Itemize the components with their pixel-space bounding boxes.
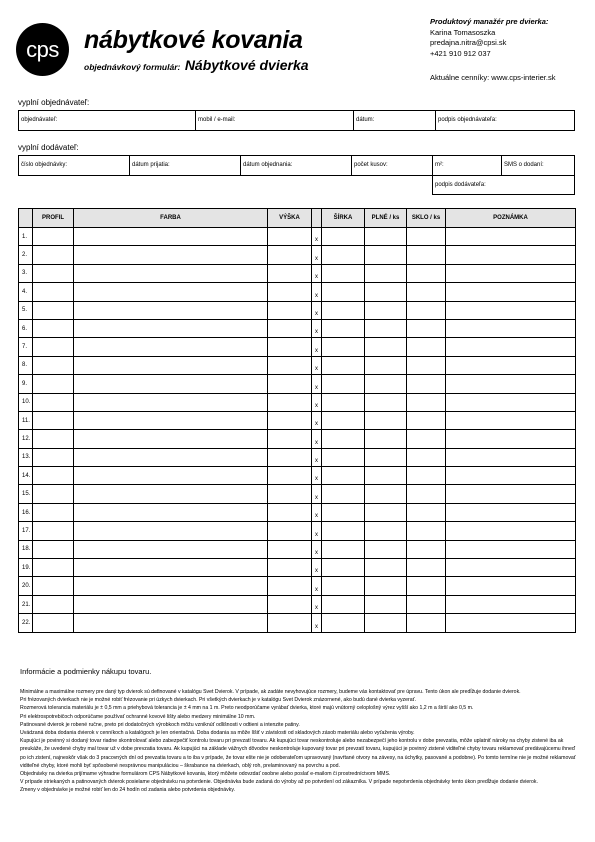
solid-pcs-cell[interactable]: [365, 614, 407, 632]
height-cell[interactable]: [268, 319, 312, 337]
solid-pcs-cell[interactable]: [365, 393, 407, 411]
height-cell[interactable]: [268, 393, 312, 411]
note-cell[interactable]: [446, 283, 576, 301]
color-cell[interactable]: [74, 448, 268, 466]
x-mark: x: [312, 411, 322, 429]
height-cell[interactable]: [268, 246, 312, 264]
glass-pcs-cell[interactable]: [407, 338, 446, 356]
height-cell[interactable]: [268, 467, 312, 485]
width-cell[interactable]: [322, 246, 365, 264]
glass-pcs-cell[interactable]: [407, 614, 446, 632]
solid-pcs-cell[interactable]: [365, 485, 407, 503]
solid-pcs-cell[interactable]: [365, 503, 407, 521]
info-paragraph: Pri elektrospotrebičoch odporúčame používať ochranné kovové lišty alebo medzery minimálne 10 mm.: [20, 713, 256, 720]
row-number: 14.: [19, 467, 33, 485]
info-paragraph: Kupujúci je povinný si dodaný tovar riadne skontrolovať alebo zabezpečiť kontrolu tovaru pri prevzatí tovaru. Ak kupujúci tovar neskontroluje alebo nezabezpečí jeho kontrolu v dobe prevzatia, môže uplatniť nároky na chyby zistené iba ak preukáže, že uvedené chyby mal tovar už v dobe prevzatia tovaru. Ak kupujúci na základe vážnych dôvodov neskontroluje kupovaný tovar pri prevzatí tovaru, kupujúci je povinný zistené viditeľné chyby tovaru reklamovať predávajúcemu ihneď po ich zistení, najneskôr však do 3 pracovných dní od prevzatia tovaru a to iba v prípade, že tovar ešte nie je odoberateľom upravovaný (navŕtané otvory na závesy, na úchytky, pasované a podobne). Po tomto termíne nie je možné reklamovať viditeľné chyby, ktoré mohli byť spôsobené nesprávnou manipuláciou – škrabance na dvierkach, oblý roh, prelaminovaný na povrchu a pod.: [20, 738, 576, 769]
glass-pcs-cell[interactable]: [407, 467, 446, 485]
header-note: POZNÁMKA: [446, 209, 576, 228]
table-row: [19, 577, 576, 595]
color-cell[interactable]: [74, 356, 268, 374]
x-mark: x: [312, 319, 322, 337]
row-number: 13.: [19, 448, 33, 466]
table-row: [19, 485, 576, 503]
supplier-signature-field[interactable]: podpis dodávateľa:: [432, 175, 575, 195]
square-meters-field[interactable]: m²:: [432, 155, 502, 176]
table-row: [19, 338, 576, 356]
header-color: FARBA: [74, 209, 268, 228]
color-cell[interactable]: [74, 319, 268, 337]
x-mark: x: [312, 522, 322, 540]
x-mark: x: [312, 301, 322, 319]
height-cell[interactable]: [268, 540, 312, 558]
header-width: ŠÍRKA: [322, 209, 365, 228]
note-cell[interactable]: [446, 411, 576, 429]
glass-pcs-cell[interactable]: [407, 411, 446, 429]
width-cell[interactable]: [322, 393, 365, 411]
note-cell[interactable]: [446, 375, 576, 393]
contact-email[interactable]: predajna.nitra@cpsi.sk: [430, 38, 507, 47]
glass-pcs-cell[interactable]: [407, 595, 446, 613]
row-number: 21.: [19, 595, 33, 613]
note-cell[interactable]: [446, 448, 576, 466]
profile-cell[interactable]: [33, 540, 74, 558]
glass-pcs-cell[interactable]: [407, 503, 446, 521]
row-number: 17.: [19, 522, 33, 540]
color-cell[interactable]: [74, 430, 268, 448]
width-cell[interactable]: [322, 264, 365, 282]
profile-cell[interactable]: [33, 356, 74, 374]
logo-text: cps: [26, 37, 59, 62]
row-number: 15.: [19, 485, 33, 503]
table-row: [19, 411, 576, 429]
x-mark: x: [312, 430, 322, 448]
table-row: [19, 301, 576, 319]
note-cell[interactable]: [446, 577, 576, 595]
note-cell[interactable]: [446, 559, 576, 577]
table-row: [19, 430, 576, 448]
height-cell[interactable]: [268, 559, 312, 577]
row-number: 4.: [19, 283, 33, 301]
info-paragraph: Zmeny v objednávke je možné robiť len do 24 hodín od zadania alebo potvrdenia objednávky.: [20, 787, 235, 794]
table-row: [19, 595, 576, 613]
x-mark: x: [312, 485, 322, 503]
contact-name: Karina Tomasoszka: [430, 27, 496, 37]
x-mark: x: [312, 467, 322, 485]
width-cell[interactable]: [322, 467, 365, 485]
glass-pcs-cell[interactable]: [407, 540, 446, 558]
subtitle-prefix: objednávkový formulár:: [84, 62, 181, 72]
received-date-field[interactable]: dátum prijatia:: [129, 155, 241, 176]
x-mark: x: [312, 559, 322, 577]
sms-delivery-field[interactable]: SMS o dodaní:: [501, 155, 575, 176]
width-cell[interactable]: [322, 319, 365, 337]
note-cell[interactable]: [446, 356, 576, 374]
note-cell[interactable]: [446, 246, 576, 264]
note-cell[interactable]: [446, 228, 576, 246]
solid-pcs-cell[interactable]: [365, 595, 407, 613]
color-cell[interactable]: [74, 228, 268, 246]
width-cell[interactable]: [322, 577, 365, 595]
profile-cell[interactable]: [33, 577, 74, 595]
x-mark: x: [312, 228, 322, 246]
orderer-date-field[interactable]: dátum:: [353, 110, 436, 131]
table-row: [19, 393, 576, 411]
row-number: 10.: [19, 393, 33, 411]
table-row: [19, 283, 576, 301]
note-cell[interactable]: [446, 301, 576, 319]
height-cell[interactable]: [268, 283, 312, 301]
note-cell[interactable]: [446, 467, 576, 485]
height-cell[interactable]: [268, 356, 312, 374]
color-cell[interactable]: [74, 540, 268, 558]
profile-cell[interactable]: [33, 522, 74, 540]
header-solid-pcs: PLNÉ / ks: [365, 209, 407, 228]
color-cell[interactable]: [74, 283, 268, 301]
width-cell[interactable]: [322, 522, 365, 540]
info-paragraph: Patinované dvierok je robené ručne, preto pri dodatočných výrobkoch môžu vzniknúť odlišnosti v odtieni a intenzite patiny.: [20, 721, 300, 728]
form-subtitle: [84, 57, 309, 75]
solid-pcs-cell[interactable]: [365, 448, 407, 466]
solid-pcs-cell[interactable]: [365, 375, 407, 393]
profile-cell[interactable]: [33, 228, 74, 246]
profile-cell[interactable]: [33, 614, 74, 632]
note-cell[interactable]: [446, 264, 576, 282]
order-number-field[interactable]: číslo objednávky:: [18, 155, 130, 176]
solid-pcs-cell[interactable]: [365, 301, 407, 319]
solid-pcs-cell[interactable]: [365, 228, 407, 246]
table-row: [19, 467, 576, 485]
row-number: 9.: [19, 375, 33, 393]
info-title: Informácie a podmienky nákupu tovaru.: [20, 667, 152, 676]
x-mark: x: [312, 375, 322, 393]
x-mark: x: [312, 264, 322, 282]
height-cell[interactable]: [268, 264, 312, 282]
glass-pcs-cell[interactable]: [407, 246, 446, 264]
x-mark: x: [312, 283, 322, 301]
note-cell[interactable]: [446, 614, 576, 632]
table-row: [19, 448, 576, 466]
table-row: [19, 264, 576, 282]
row-number: 19.: [19, 559, 33, 577]
color-cell[interactable]: [74, 485, 268, 503]
height-cell[interactable]: [268, 595, 312, 613]
x-mark: x: [312, 246, 322, 264]
pieces-count-field[interactable]: počet kusov:: [351, 155, 433, 176]
solid-pcs-cell[interactable]: [365, 430, 407, 448]
x-mark: x: [312, 577, 322, 595]
color-cell[interactable]: [74, 375, 268, 393]
table-row: [19, 559, 576, 577]
width-cell[interactable]: [322, 411, 365, 429]
note-cell[interactable]: [446, 540, 576, 558]
solid-pcs-cell[interactable]: [365, 577, 407, 595]
height-cell[interactable]: [268, 228, 312, 246]
table-row: [19, 522, 576, 540]
height-cell[interactable]: [268, 503, 312, 521]
profile-cell[interactable]: [33, 246, 74, 264]
supplier-section-title: vyplní dodávateľ:: [18, 143, 79, 152]
x-mark: x: [312, 338, 322, 356]
width-cell[interactable]: [322, 356, 365, 374]
width-cell[interactable]: [322, 540, 365, 558]
height-cell[interactable]: [268, 430, 312, 448]
x-mark: x: [312, 595, 322, 613]
x-mark: x: [312, 540, 322, 558]
height-cell[interactable]: [268, 577, 312, 595]
glass-pcs-cell[interactable]: [407, 283, 446, 301]
row-number: 3.: [19, 264, 33, 282]
row-number: 20.: [19, 577, 33, 595]
color-cell[interactable]: [74, 522, 268, 540]
color-cell[interactable]: [74, 301, 268, 319]
height-cell[interactable]: [268, 448, 312, 466]
color-cell[interactable]: [74, 246, 268, 264]
profile-cell[interactable]: [33, 430, 74, 448]
height-cell[interactable]: [268, 375, 312, 393]
row-number: 22.: [19, 614, 33, 632]
width-cell[interactable]: [322, 283, 365, 301]
solid-pcs-cell[interactable]: [365, 522, 407, 540]
x-mark: x: [312, 503, 322, 521]
profile-cell[interactable]: [33, 283, 74, 301]
header-row-number: [19, 209, 33, 228]
width-cell[interactable]: [322, 375, 365, 393]
width-cell[interactable]: [322, 301, 365, 319]
solid-pcs-cell[interactable]: [365, 559, 407, 577]
info-paragraph: Minimálne a maximálne rozmery pre daný typ dvierok sú definované v katalógu Svet Dvierok. V prípade, ak zadáte nevyhovujúce rozmery, budeme vás kontaktovať pre úpravu. Tento úkon ale predĺžuje dodanie dvierok.: [20, 689, 521, 695]
width-cell[interactable]: [322, 595, 365, 613]
note-cell[interactable]: [446, 319, 576, 337]
note-cell[interactable]: [446, 503, 576, 521]
solid-pcs-cell[interactable]: [365, 338, 407, 356]
width-cell[interactable]: [322, 338, 365, 356]
glass-pcs-cell[interactable]: [407, 228, 446, 246]
x-mark: x: [312, 393, 322, 411]
glass-pcs-cell[interactable]: [407, 448, 446, 466]
brand-title: nábytkové kovania: [84, 26, 303, 54]
color-cell[interactable]: [74, 393, 268, 411]
row-number: 6.: [19, 319, 33, 337]
width-cell[interactable]: [322, 485, 365, 503]
profile-cell[interactable]: [33, 264, 74, 282]
glass-pcs-cell[interactable]: [407, 485, 446, 503]
orderer-section-title: vyplní objednávateľ:: [18, 98, 90, 107]
table-row: [19, 503, 576, 521]
table-header-row: [19, 209, 576, 228]
glass-pcs-cell[interactable]: [407, 356, 446, 374]
width-cell[interactable]: [322, 430, 365, 448]
profile-cell[interactable]: [33, 503, 74, 521]
header-profile: PROFIL: [33, 209, 74, 228]
color-cell[interactable]: [74, 264, 268, 282]
info-paragraph: Objednávky na dvierka prijímame výhradne formulárom CPS Nábytkové kovania, ktorý môžete odovzdať osobne alebo poslať e-mailom či prostredníctvom MMS.: [20, 771, 391, 778]
note-cell[interactable]: [446, 522, 576, 540]
profile-cell[interactable]: [33, 301, 74, 319]
profile-cell[interactable]: [33, 411, 74, 429]
profile-cell[interactable]: [33, 375, 74, 393]
color-cell[interactable]: [74, 338, 268, 356]
ordered-date-field[interactable]: dátum objednania:: [240, 155, 352, 176]
x-mark: x: [312, 448, 322, 466]
contact-block: [430, 17, 548, 59]
width-cell[interactable]: [322, 228, 365, 246]
glass-pcs-cell[interactable]: [407, 264, 446, 282]
orderer-signature-field[interactable]: podpis objednávateľa:: [435, 110, 575, 131]
solid-pcs-cell[interactable]: [365, 246, 407, 264]
height-cell[interactable]: [268, 301, 312, 319]
header-height: VÝŠKA: [268, 209, 312, 228]
orderer-contact-field[interactable]: mobil / e-mail:: [195, 110, 354, 131]
row-number: 8.: [19, 356, 33, 374]
glass-pcs-cell[interactable]: [407, 522, 446, 540]
profile-cell[interactable]: [33, 485, 74, 503]
row-number: 11.: [19, 411, 33, 429]
color-cell[interactable]: [74, 577, 268, 595]
profile-cell[interactable]: [33, 559, 74, 577]
solid-pcs-cell[interactable]: [365, 283, 407, 301]
header-glass-pcs: SKLO / ks: [407, 209, 446, 228]
width-cell[interactable]: [322, 503, 365, 521]
color-cell[interactable]: [74, 411, 268, 429]
color-cell[interactable]: [74, 614, 268, 632]
note-cell[interactable]: [446, 393, 576, 411]
row-number: 7.: [19, 338, 33, 356]
color-cell[interactable]: [74, 595, 268, 613]
info-paragraph: V prípade striekaných a patinovaných dvierok posielame objednávku na potvrdenie. Objednávka bude zadaná do výroby až po potvrdení od zákazníka. V prípade nepotvrdenia objednávky tento úkon predĺžuje dodanie dvierok.: [20, 779, 538, 786]
profile-cell[interactable]: [33, 338, 74, 356]
info-paragraph: Rozmerová tolerancia materiálu je ± 0,5 mm a priehybová tolerancia je ± 4 mm na 1 m. Preto neodporúčame vyrábať dvierka, ktoré majú vnútorný celoplošný výrez vyšší ako 1,2 m a širší ako 0,5 m.: [20, 705, 474, 712]
profile-cell[interactable]: [33, 467, 74, 485]
glass-pcs-cell[interactable]: [407, 301, 446, 319]
table-row: [19, 540, 576, 558]
table-row: [19, 319, 576, 337]
header-x: [312, 209, 322, 228]
subtitle-main: Nábytkové dvierka: [184, 57, 309, 73]
color-cell[interactable]: [74, 559, 268, 577]
note-cell[interactable]: [446, 595, 576, 613]
order-table: [18, 208, 576, 633]
glass-pcs-cell[interactable]: [407, 577, 446, 595]
color-cell[interactable]: [74, 503, 268, 521]
height-cell[interactable]: [268, 522, 312, 540]
contact-phone: +421 910 912 037: [430, 48, 491, 58]
solid-pcs-cell[interactable]: [365, 540, 407, 558]
table-row: [19, 614, 576, 632]
note-cell[interactable]: [446, 430, 576, 448]
profile-cell[interactable]: [33, 319, 74, 337]
color-cell[interactable]: [74, 467, 268, 485]
row-number: 2.: [19, 246, 33, 264]
width-cell[interactable]: [322, 448, 365, 466]
info-paragraphs: [20, 688, 582, 795]
solid-pcs-cell[interactable]: [365, 264, 407, 282]
row-number: 5.: [19, 301, 33, 319]
row-number: 12.: [19, 430, 33, 448]
note-cell[interactable]: [446, 338, 576, 356]
row-number: 1.: [19, 228, 33, 246]
height-cell[interactable]: [268, 411, 312, 429]
table-row: [19, 375, 576, 393]
contact-title: Produktový manažér pre dvierka:: [430, 17, 549, 26]
cps-logo: [16, 23, 69, 76]
height-cell[interactable]: [268, 614, 312, 632]
info-paragraph: Uvádzaná doba dodania dvierok v cenníkoch a katalógoch je len orientačná. Doba dodania sa môže líšiť v závislosti od skladových zásob materiálu alebo vyťaženia výroby.: [20, 730, 415, 737]
solid-pcs-cell[interactable]: [365, 411, 407, 429]
x-mark: x: [312, 614, 322, 632]
orderer-name-field[interactable]: objednávateľ:: [18, 110, 196, 131]
pricelist-link[interactable]: Aktuálne cenníky: www.cps-interier.sk: [430, 73, 556, 82]
table-row: [19, 228, 576, 246]
x-mark: x: [312, 356, 322, 374]
row-number: 18.: [19, 540, 33, 558]
row-number: 16.: [19, 503, 33, 521]
table-row: [19, 246, 576, 264]
solid-pcs-cell[interactable]: [365, 467, 407, 485]
profile-cell[interactable]: [33, 595, 74, 613]
height-cell[interactable]: [268, 485, 312, 503]
profile-cell[interactable]: [33, 393, 74, 411]
info-paragraph: Pri frézovaných dvierkach nie je možné robiť frézovanie pri úzkych dvierkach. Pri všetkých dvierkach je v katalógu Svet Dvierok znázornené, ako budú dané dvierka vyzerať.: [20, 697, 417, 704]
table-row: [19, 356, 576, 374]
height-cell[interactable]: [268, 338, 312, 356]
profile-cell[interactable]: [33, 448, 74, 466]
width-cell[interactable]: [322, 614, 365, 632]
solid-pcs-cell[interactable]: [365, 319, 407, 337]
glass-pcs-cell[interactable]: [407, 375, 446, 393]
glass-pcs-cell[interactable]: [407, 319, 446, 337]
note-cell[interactable]: [446, 485, 576, 503]
width-cell[interactable]: [322, 559, 365, 577]
glass-pcs-cell[interactable]: [407, 393, 446, 411]
solid-pcs-cell[interactable]: [365, 356, 407, 374]
glass-pcs-cell[interactable]: [407, 559, 446, 577]
glass-pcs-cell[interactable]: [407, 430, 446, 448]
